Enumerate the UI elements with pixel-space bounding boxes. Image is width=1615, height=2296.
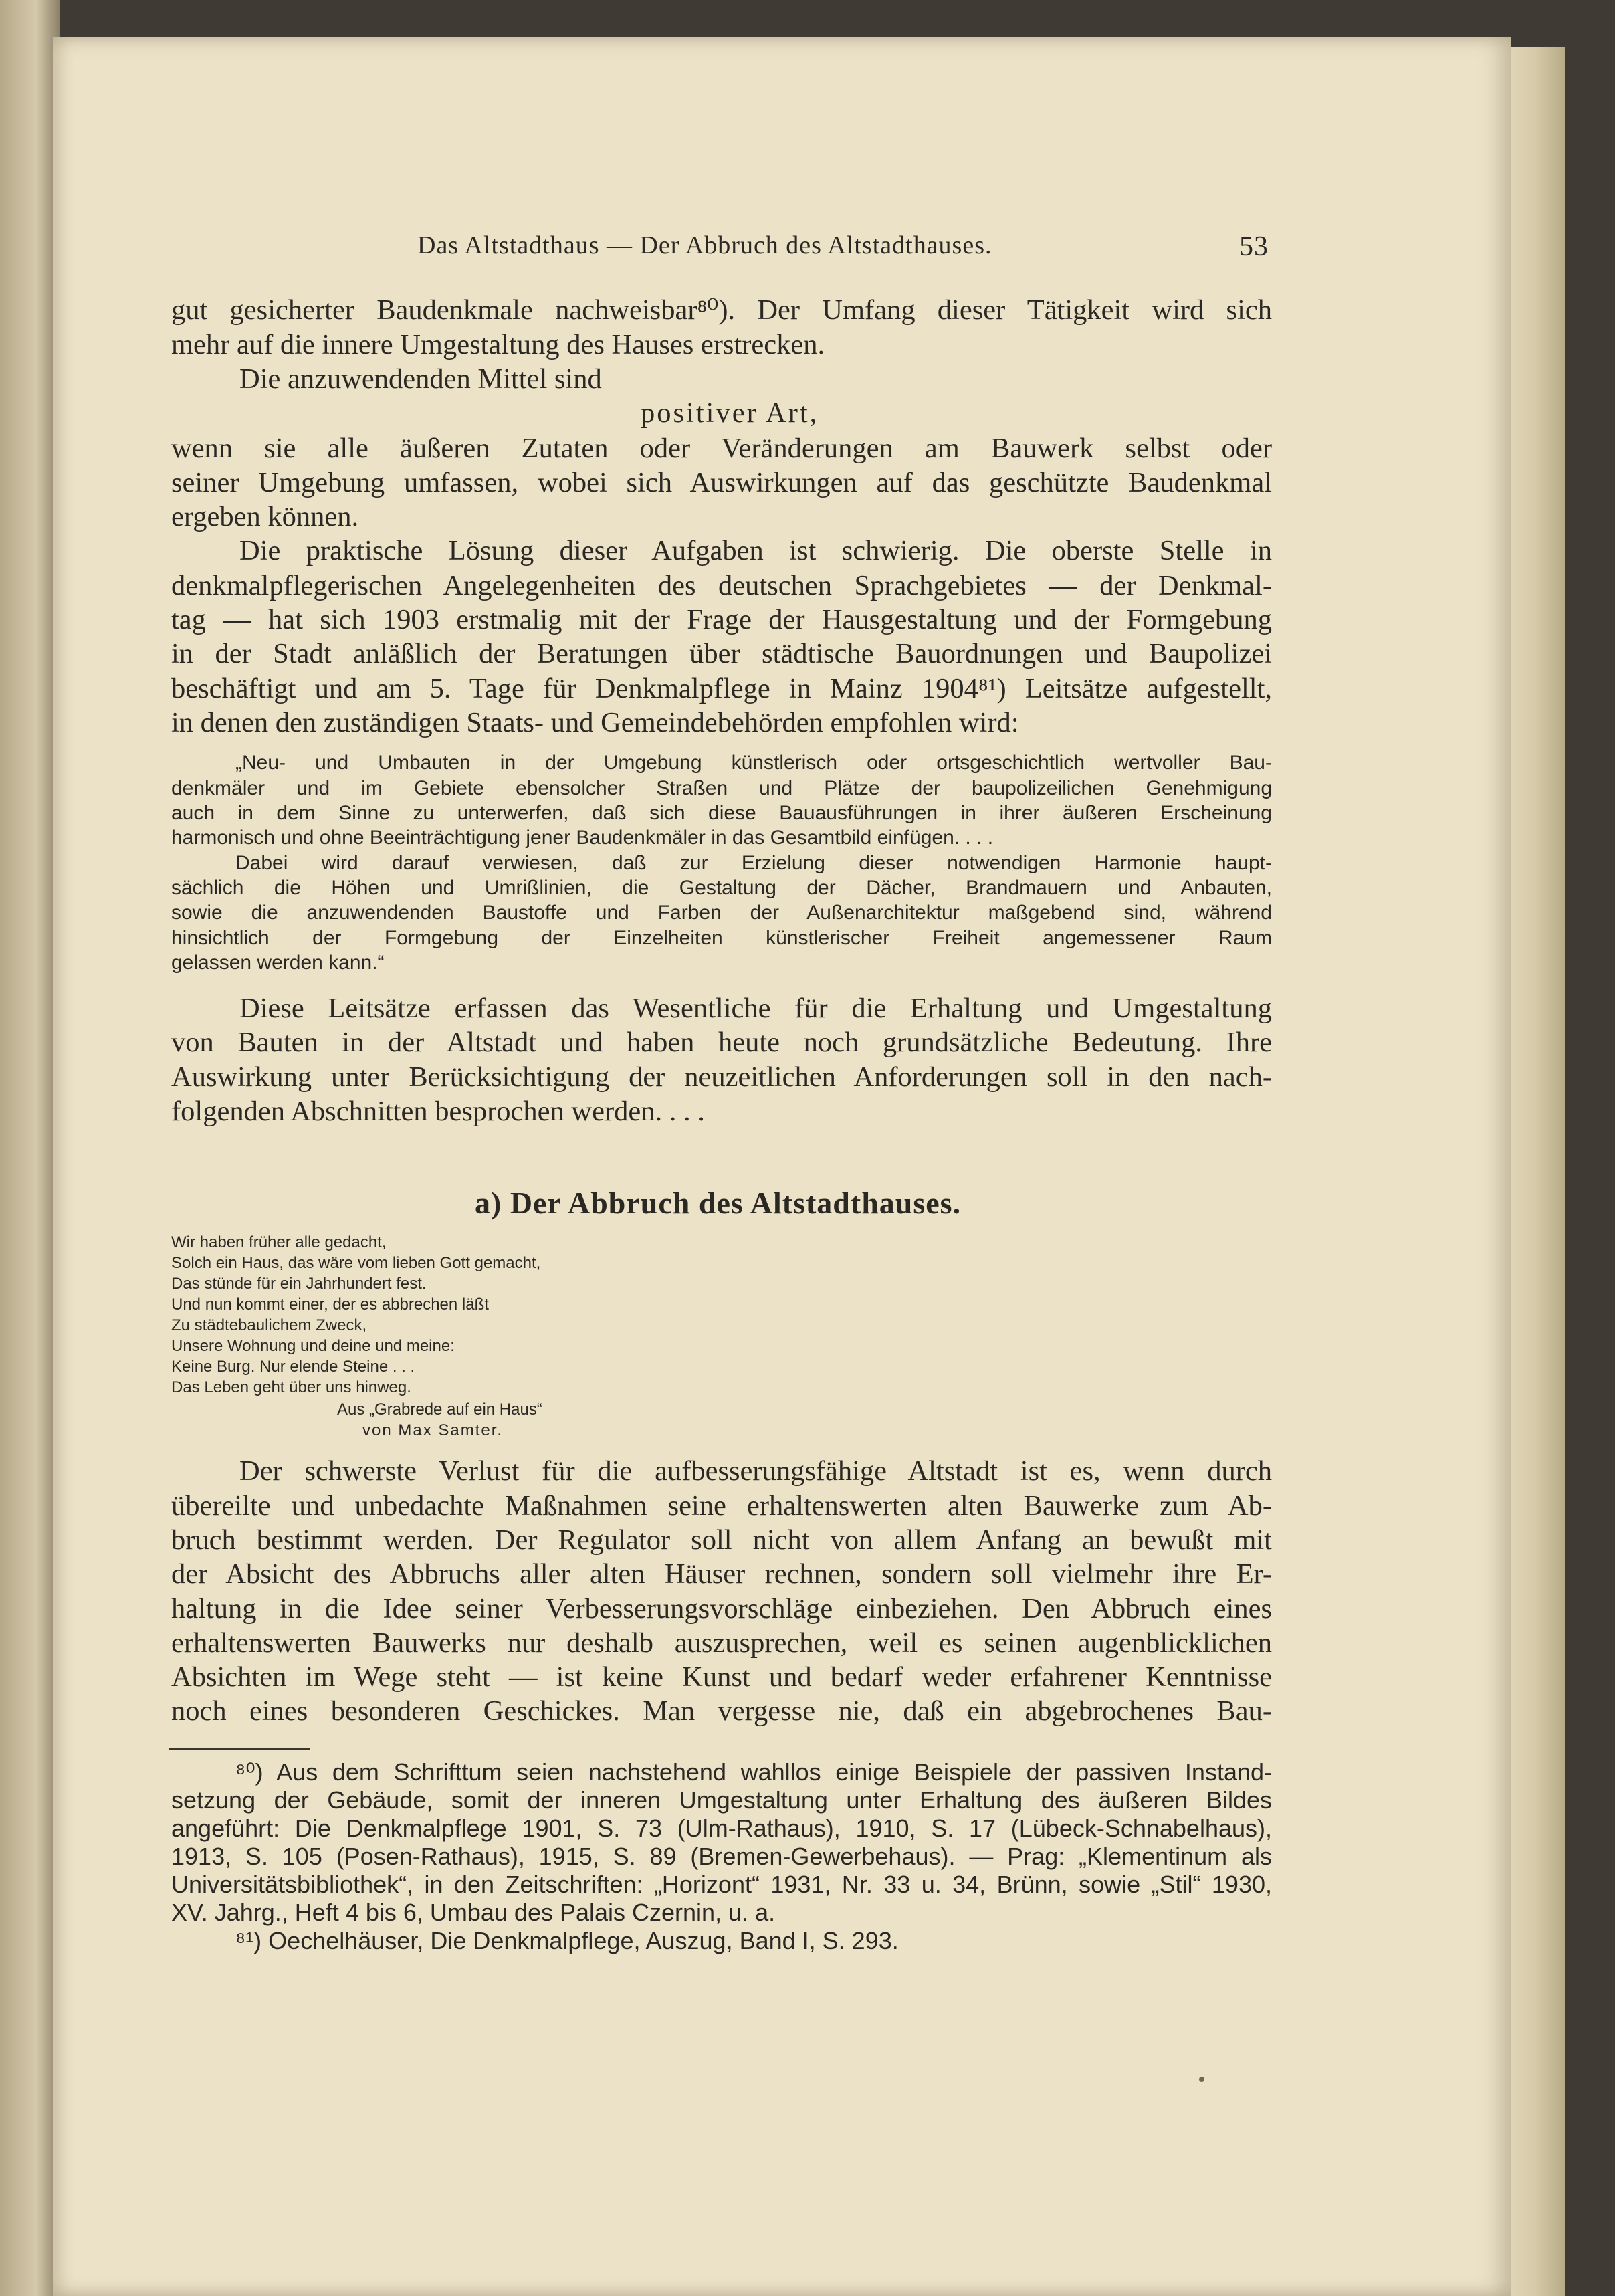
body-line-centered: positiver Art, <box>641 397 819 429</box>
body-line: beschäftigt und am 5. Tage für Denkmalpflege in Mainz 1904⁸¹) Leitsätze aufgestellt, <box>171 673 1272 704</box>
body-line: denkmalpflegerischen Angelegenheiten des deutschen Sprachgebietes — der Denkmal- <box>171 570 1272 601</box>
body-line: mehr auf die innere Umgestaltung des Hauses erstrecken. <box>171 329 825 360</box>
body-line: bruch bestimmt werden. Der Regulator soll nicht von allem Anfang an bewußt mit <box>171 1524 1272 1556</box>
body-line: Die praktische Lösung dieser Aufgaben ist schwierig. Die oberste Stelle in <box>239 535 1272 566</box>
body-line: haltung in die Idee seiner Verbesserungsvorschläge einbeziehen. Den Abbruch eines <box>171 1593 1272 1625</box>
body-line: von Bauten in der Altstadt und haben heute noch grundsätzliche Bedeutung. Ihre <box>171 1027 1272 1058</box>
body-line: Die anzuwendenden Mittel sind <box>239 363 602 395</box>
poem-line: Keine Burg. Nur elende Steine . . . <box>171 1358 415 1376</box>
section-title: a) Der Abbruch des Altstadthauses. <box>475 1186 962 1220</box>
body-line: in denen den zuständigen Staats- und Gemeindebehörden empfohlen wird: <box>171 707 1019 738</box>
page-stack-edge <box>1505 47 1565 2296</box>
quote-line: „Neu- und Umbauten in der Umgebung künstlerisch oder ortsgeschichtlich wertvoller Bau- <box>235 752 1272 774</box>
body-line: tag — hat sich 1903 erstmalig mit der Frage der Hausgestaltung und der Formgebung <box>171 604 1272 635</box>
body-line: Absichten im Wege steht — ist keine Kunst und bedarf weder erfahrener Kenntnisse <box>171 1661 1272 1693</box>
previous-page-edge <box>0 0 60 2296</box>
body-line: erhaltenswerten Bauwerks nur deshalb auszusprechen, weil es seinen augenblicklichen <box>171 1627 1272 1659</box>
quote-line: denkmäler und im Gebiete ebensolcher Straßen und Plätze der baupolizeilichen Genehmigung <box>171 777 1272 799</box>
body-line: in der Stadt anläßlich der Beratungen über städtische Bauordnungen und Baupolizei <box>171 638 1272 669</box>
running-title: Das Altstadthaus — Der Abbruch des Altstadthauses. <box>417 231 992 259</box>
poem-line: Das Leben geht über uns hinweg. <box>171 1378 411 1396</box>
body-line: Diese Leitsätze erfassen das Wesentliche für die Erhaltung und Umgestaltung <box>239 993 1272 1024</box>
quote-line: sowie die anzuwendenden Baustoffe und Farben der Außenarchitektur maßgebend sind, während <box>171 902 1272 924</box>
body-line: folgenden Abschnitten besprochen werden. . . . <box>171 1095 705 1127</box>
quote-line: Dabei wird darauf verwiesen, daß zur Erzielung dieser notwendigen Harmonie haupt- <box>235 852 1272 874</box>
body-line: noch eines besonderen Geschickes. Man vergesse nie, daß ein abgebrochenes Bau- <box>171 1695 1272 1727</box>
poem-line: Zu städtebaulichem Zweck, <box>171 1316 367 1334</box>
body-line: Auswirkung unter Berücksichtigung der neuzeitlichen Anforderungen soll in den nach- <box>171 1061 1272 1093</box>
footnote-line: ⁸¹) Oechelhäuser, Die Denkmalpflege, Auszug, Band I, S. 293. <box>235 1927 899 1954</box>
quote-line: auch in dem Sinne zu unterwerfen, daß sich diese Bauausführungen in ihrer äußeren Erscheinung <box>171 802 1272 824</box>
footnote-line: angeführt: Die Denkmalpflege 1901, S. 73 (Ulm-Rathaus), 1910, S. 17 (Lübeck-Schnabelhaus), <box>171 1814 1272 1842</box>
poem-line: Das stünde für ein Jahrhundert fest. <box>171 1275 427 1293</box>
poem-line: Unsere Wohnung und deine und meine: <box>171 1337 455 1355</box>
footnote-line: ⁸⁰) Aus dem Schrifttum seien nachstehend wahllos einige Beispiele der passiven Instand- <box>235 1758 1272 1786</box>
quote-line: gelassen werden kann.“ <box>171 952 385 974</box>
body-line: gut gesicherter Baudenkmale nachweisbar⁸⁰). Der Umfang dieser Tätigkeit wird sich <box>171 294 1272 326</box>
poem-line: Solch ein Haus, das wäre vom lieben Gott gemacht, <box>171 1254 541 1272</box>
poem-source: von Max Samter. <box>362 1421 504 1439</box>
poem-line: Und nun kommt einer, der es abbrechen läßt <box>171 1295 489 1314</box>
footnote-line: XV. Jahrg., Heft 4 bis 6, Umbau des Palais Czernin, u. a. <box>171 1899 776 1926</box>
body-line: der Absicht des Abbruchs aller alten Häuser rechnen, sondern soll vielmehr ihre Er- <box>171 1558 1272 1590</box>
footnote-line: Universitätsbibliothek“, in den Zeitschriften: „Horizont“ 1931, Nr. 33 u. 34, Brünn, sowie „Stil“ 1930, <box>171 1871 1272 1898</box>
quote-line: hinsichtlich der Formgebung der Einzelheiten künstlerischer Freiheit angemessener Raum <box>171 927 1272 949</box>
body-line: Der schwerste Verlust für die aufbesserungsfähige Altstadt ist es, wenn durch <box>239 1455 1272 1487</box>
body-line: ergeben können. <box>171 501 359 532</box>
body-line: übereilte und unbedachte Maßnahmen seine erhaltenswerten alten Bauwerke zum Ab- <box>171 1490 1272 1522</box>
paper-speck <box>1199 2077 1204 2082</box>
body-line: wenn sie alle äußeren Zutaten oder Veränderungen am Bauwerk selbst oder <box>171 433 1272 464</box>
footnote-line: setzung der Gebäude, somit der inneren Umgestaltung unter Erhaltung des äußeren Bildes <box>171 1786 1272 1814</box>
footnote-divider <box>169 1748 310 1750</box>
poem-line: Wir haben früher alle gedacht, <box>171 1233 387 1251</box>
quote-line: sächlich die Höhen und Umrißlinien, die Gestaltung der Dächer, Brandmauern und Anbauten, <box>171 877 1272 899</box>
body-line: seiner Umgebung umfassen, wobei sich Auswirkungen auf das geschützte Baudenkmal <box>171 467 1272 498</box>
page-number: 53 <box>1239 231 1269 262</box>
quote-line: harmonisch und ohne Beeinträchtigung jener Baudenkmäler in das Gesamtbild einfügen. . . . <box>171 827 994 849</box>
poem-source: Aus „Grabrede auf ein Haus“ <box>337 1400 542 1419</box>
footnote-line: 1913, S. 105 (Posen-Rathaus), 1915, S. 89 (Bremen-Gewerbehaus). — Prag: „Klementinum als <box>171 1843 1272 1870</box>
